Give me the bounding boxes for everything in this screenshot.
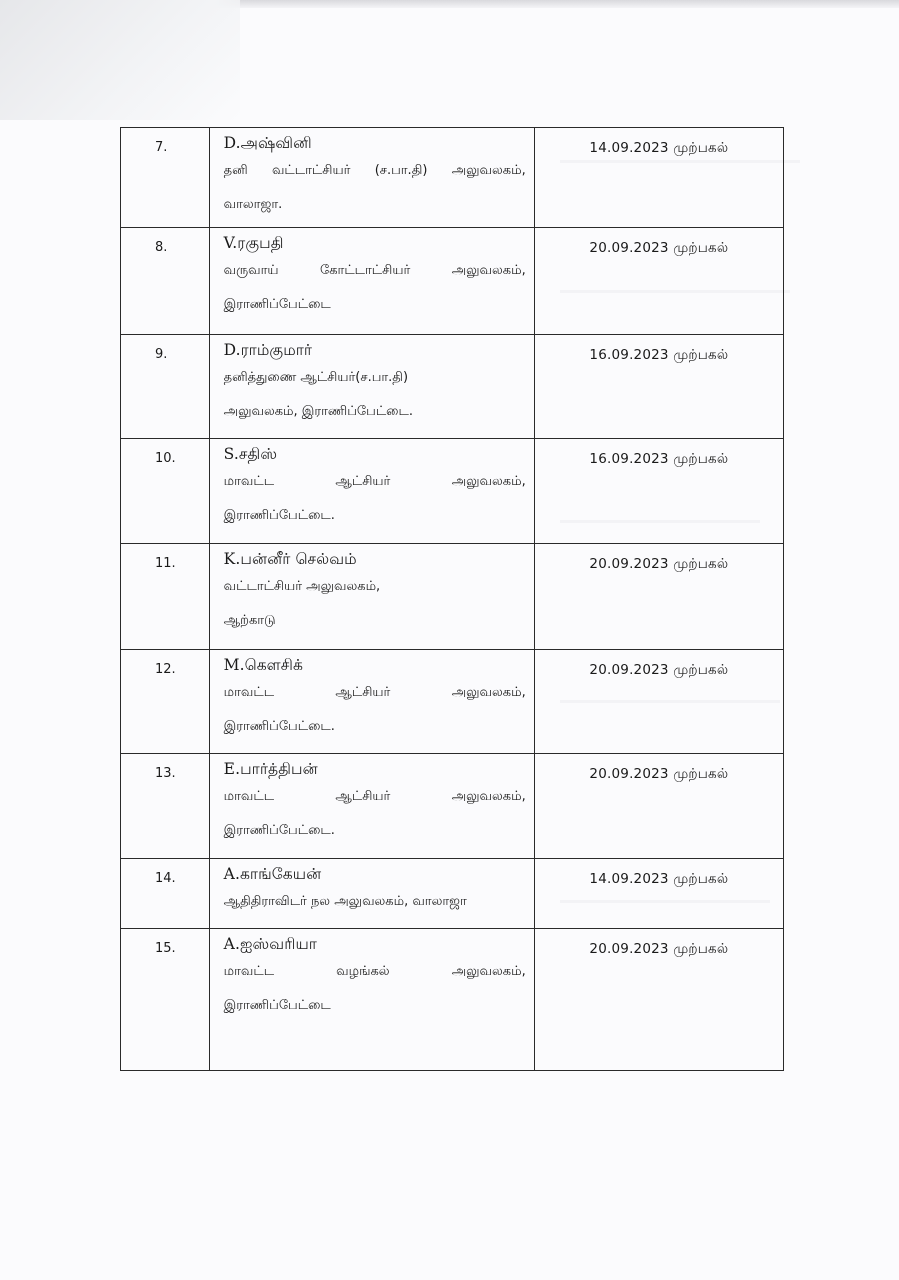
- name-office-cell: [209, 650, 534, 754]
- office-address: [210, 885, 534, 919]
- person-name: V.ரகுபதி: [223, 234, 284, 252]
- name-office-cell: [209, 439, 534, 544]
- serial-cell: [121, 439, 210, 544]
- office-line: மாவட்ட ஆட்சியர் அலுவலகம்,: [223, 685, 526, 700]
- serial-cell: [121, 128, 210, 228]
- person-name: S.சதிஸ்: [223, 445, 278, 463]
- office-line: வாலாஜா.: [223, 197, 283, 212]
- office-line: இராணிப்பேட்டை: [223, 998, 331, 1013]
- office-line: இராணிப்பேட்டை.: [223, 508, 335, 523]
- serial-number: 9.: [155, 347, 168, 362]
- table-row: [121, 650, 784, 754]
- page-fold-shadow: [0, 0, 240, 120]
- office-line: வட்டாட்சியர் அலுவலகம்,: [223, 579, 381, 594]
- serial-number: 7.: [155, 140, 168, 155]
- serial-cell: [121, 335, 210, 439]
- office-address: [210, 254, 534, 322]
- date-cell: [534, 439, 783, 544]
- office-address: [210, 676, 534, 744]
- table-row: [121, 929, 784, 1071]
- office-address: [210, 154, 534, 222]
- serial-number: 10.: [155, 451, 176, 466]
- office-line: மாவட்ட ஆட்சியர் அலுவலகம்,: [223, 474, 526, 489]
- serial-cell: [121, 650, 210, 754]
- serial-cell: [121, 929, 210, 1071]
- serial-number: 15.: [155, 941, 176, 956]
- person-name: D.அஷ்வினி: [223, 134, 312, 152]
- table-row: [121, 128, 784, 228]
- appointment-date: 20.09.2023 முற்பகல்: [589, 240, 729, 256]
- table-row: [121, 439, 784, 544]
- table-row: [121, 335, 784, 439]
- name-office-cell: [209, 929, 534, 1071]
- office-address: [210, 780, 534, 848]
- office-line: வருவாய் கோட்டாட்சியர் அலுவலகம்,: [223, 263, 526, 278]
- appointment-date: 16.09.2023 முற்பகல்: [589, 451, 729, 467]
- office-line: மாவட்ட வழங்கல் அலுவலகம்,: [223, 964, 526, 979]
- person-name: D.ராம்குமார்: [223, 341, 313, 359]
- table-row: [121, 859, 784, 929]
- office-line: இராணிப்பேட்டை: [223, 297, 331, 312]
- serial-number: 12.: [155, 662, 176, 677]
- table-row: [121, 754, 784, 859]
- office-line: தனி வட்டாட்சியர் (ச.பா.தி) அலுவலகம்,: [223, 163, 526, 178]
- appointment-date: 16.09.2023 முற்பகல்: [589, 347, 729, 363]
- person-name: K.பன்னீர் செல்வம்: [223, 550, 357, 568]
- office-line: அலுவலகம், இராணிப்பேட்டை.: [223, 404, 413, 419]
- person-name: A.காங்கேயன்: [223, 865, 322, 883]
- serial-cell: [121, 754, 210, 859]
- date-cell: [534, 228, 783, 335]
- office-line: தனித்துணை ஆட்சியர்(ச.பா.தி): [223, 370, 409, 385]
- serial-number: 8.: [155, 240, 168, 255]
- date-cell: [534, 754, 783, 859]
- person-name: M.கௌசிக்: [223, 656, 303, 674]
- office-line: இராணிப்பேட்டை.: [223, 823, 335, 838]
- office-address: [210, 465, 534, 533]
- appointment-date: 20.09.2023 முற்பகல்: [589, 662, 729, 678]
- appointment-date: 14.09.2023 முற்பகல்: [589, 140, 729, 156]
- date-cell: [534, 544, 783, 650]
- name-office-cell: [209, 754, 534, 859]
- date-cell: [534, 859, 783, 929]
- office-line: ஆதிதிராவிடர் நல அலுவலகம், வாலாஜா: [223, 894, 467, 909]
- name-office-cell: [209, 335, 534, 439]
- appointment-date: 14.09.2023 முற்பகல்: [589, 871, 729, 887]
- table-row: [121, 228, 784, 335]
- appointment-date: 20.09.2023 முற்பகல்: [589, 556, 729, 572]
- office-address: [210, 361, 534, 429]
- office-address: [210, 955, 534, 1023]
- serial-cell: [121, 859, 210, 929]
- serial-cell: [121, 544, 210, 650]
- name-office-cell: [209, 544, 534, 650]
- appointment-date: 20.09.2023 முற்பகல்: [589, 941, 729, 957]
- name-office-cell: [209, 859, 534, 929]
- name-office-cell: [209, 228, 534, 335]
- date-cell: [534, 335, 783, 439]
- date-cell: [534, 650, 783, 754]
- office-line: இராணிப்பேட்டை.: [223, 719, 335, 734]
- date-cell: [534, 929, 783, 1071]
- person-name: A.ஐஸ்வரியா: [223, 935, 317, 953]
- serial-number: 14.: [155, 871, 176, 886]
- serial-cell: [121, 228, 210, 335]
- office-line: மாவட்ட ஆட்சியர் அலுவலகம்,: [223, 789, 526, 804]
- office-line: ஆற்காடு: [223, 613, 276, 628]
- table-row: [121, 544, 784, 650]
- person-name: E.பார்த்திபன்: [223, 760, 318, 778]
- name-office-cell: [209, 128, 534, 228]
- office-address: [210, 570, 534, 638]
- appointment-date: 20.09.2023 முற்பகல்: [589, 766, 729, 782]
- schedule-table: [120, 127, 784, 1071]
- serial-number: 11.: [155, 556, 176, 571]
- date-cell: [534, 128, 783, 228]
- serial-number: 13.: [155, 766, 176, 781]
